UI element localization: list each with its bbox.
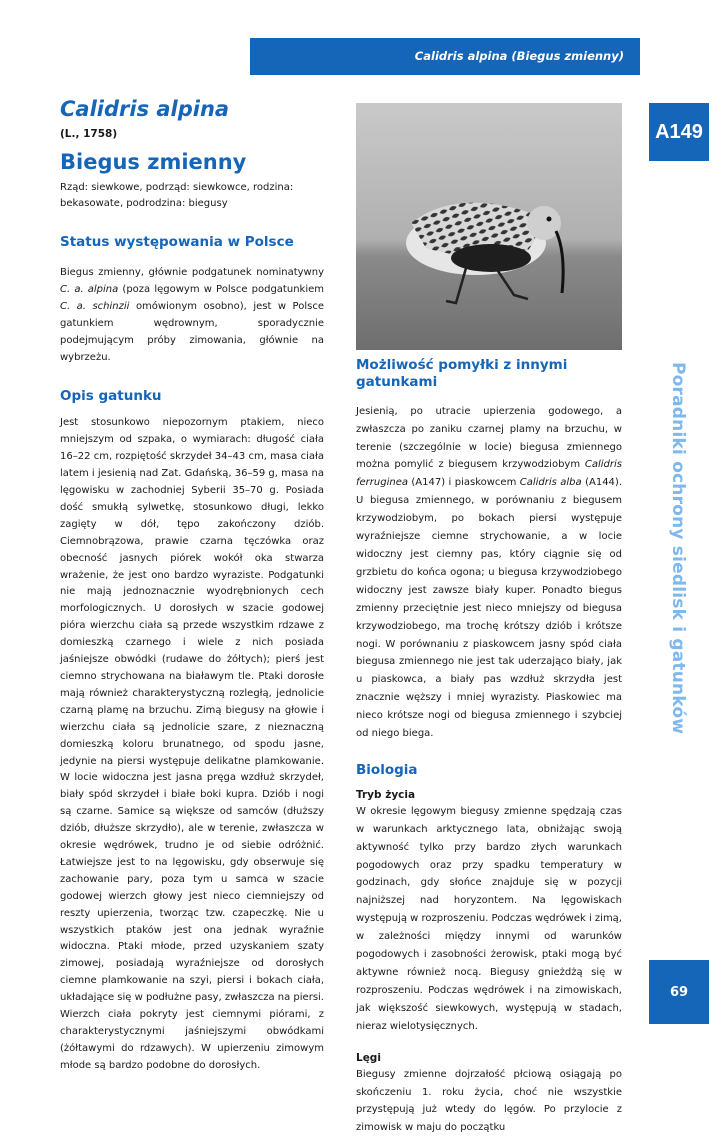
mozliwosc-text: Jesienią, po utracie upierzenia godowego, a zwłaszcza po zaniku czarnej plamy na brzuchu, w terenie (szczególnie w locie) biegusa zmiennego można pomylić z biegusem krzywodziobym Calidris ferruginea (A147) i piaskowcem Calidris alba (A144). U biegusa zmiennego, w porównaniu z biegusem krzywodziobym, po bokach piersi występuje wyraźniejsze ciemne strychowanie, a w locie widoczny jest ciemny pas, który ciągnie się od grzbietu do końca ogona; u biegusa krzywodziobego widoczny jest zawsze biały kuper. Ponadto biegus zmienny przeciętnie jest nieco mniejszy od biegusa krzywodziobego, ma trochę krótszy dziób i krótsze nogi. W porównaniu z piaskowcem jasny spód ciała biegusa zmiennego nie jest tak uderzająco biały, jak u piaskowca, a biały pas wzdłuż skrzydła jest znacznie węższy i mniej wyrazisty. Piaskowiec ma nieco krótsze nogi od biegusa zmiennego i szybciej od niego biega.: [356, 405, 622, 740]
tryb-text: W okresie lęgowym biegusy zmienne spędzają czas w warunkach arktycznego lata, obniżając swoją aktywność tylko przy bardzo złych warunkach pogodowych oraz przy spadku temperatury w godzinach, gdy słońce znajduje się w pozycji najniższej nad horyzontem. Na lęgowiskach występują w rozproszeniu. Podczas wędrówek i zimą, w zależności między innymi od warunków pogodowych i zasobności żerowisk, ptaki mogą być aktywne również nocą. Biegusy gnieżdżą się w rozproszeniu. Podczas wędrówek i na zimowiskach, jak większość siewkowych, występują w stadach, nieraz wielotysięcznych.: [356, 805, 622, 1032]
dunlin-bird-illustration: [356, 103, 622, 350]
page-number: 69: [649, 960, 709, 1024]
side-series-label: Poradniki ochrony siedlisk i gatunków: [668, 362, 688, 735]
biologia-heading: Biologia: [356, 761, 418, 778]
tryb-heading: Tryb życia: [356, 788, 416, 801]
dunlin-photo: [356, 103, 622, 350]
right-column: [356, 357, 622, 1137]
status-text: Biegus zmienny, głównie podgatunek nominatywny C. a. alpina (poza lęgowym w Polsce podgatunkiem C. a. schinzii omówionym osobno), jest w Polsce gatunkiem wędrownym, sporadycznie podejmującym próby zimowania, głównie na wybrzeżu.: [60, 267, 324, 363]
header-bar: [250, 38, 640, 75]
species-latin-name: Calidris alpina: [60, 97, 230, 121]
legi-text: Biegusy zmienne dojrzałość płciową osiągają po skończeniu 1. roku życia, choć nie wszystkie przystępują już wtedy do lęgów. Po przylocie z zimowisk w maju do początku: [356, 1068, 622, 1134]
mozliwosc-heading: Możliwość pomyłki z innymi gatunkami: [356, 357, 568, 390]
left-column: [60, 97, 324, 1075]
species-author: (L., 1758): [60, 128, 118, 141]
taxonomy: Rząd: siewkowe, podrząd: siewkowce, rodzina: bekasowate, podrodzina: biegusy: [60, 182, 294, 210]
legi-heading: Lęgi: [356, 1051, 381, 1064]
status-heading: Status występowania w Polsce: [60, 234, 294, 251]
running-header: Calidris alpina (Biegus zmienny): [414, 49, 624, 63]
species-polish-name: Biegus zmienny: [60, 150, 247, 175]
species-code-badge: A149: [649, 103, 709, 161]
opis-heading: Opis gatunku: [60, 387, 162, 404]
opis-text: Jest stosunkowo niepozornym ptakiem, nieco mniejszym od szpaka, o wymiarach: długość ciała 16–22 cm, rozpiętość skrzydeł 34–43 cm, masa ciała latem i jesienią nad Zat. Gdańską, 36–59 g, masa na lęgowisku w zachodniej Syberii 35–70 g. Posiada dość smukłą sylwetkę, stosunkowo długi, lekko zagięty w dół, tępo zakończony dziób. Ciemnobrązowa, prawie czarna tęczówka oraz obecność jasnych piórek wokół oka stwarza wrażenie, że jest ono bardzo wyraziste. Podgatunki nie mają jednoznacznie wyodrębnionych cech morfologicznych. U dorosłych w szacie godowej pióra wierzchu ciała są przede wszystkim rdzawe z domieszką czarnego i wiele z nich posiada jaśniejsze obwódki (rudawe do żółtych); pierś jest ciemno strychowana na białawym tle. Ptaki dorosłe mają również charakterystyczną rozległą, jednolicie czarną plamę na brzuchu. Zimą biegusy na głowie i wierzchu ciała są jednolicie szare, z nieznaczną domieszką koloru brunatnego, od spodu jasne, jedynie na piersi występuje delikatne plamkowanie. W locie widoczna jest jasna pręga wzdłuż skrzydeł, biały spód skrzydeł i białe boki kupra. Dziób i nogi są czarne. Samice są większe od samców (dłuższy dziób, dłuższe skrzydło), ale w terenie, zwłaszcza w okresie wędrówek, trudno je od siebie odróżnić. Łatwiejsze jest to na lęgowisku, gdy obserwuje się zachowanie pary, poza tym u samca w szacie godowej wierzch głowy jest nieco ciemniejszy od reszty upierzenia, tworząc tzw. czapeczkę. Nie u wszystkich ptaków jest ona jednak wyraźnie widoczna. Ptaki młode, przed uzyskaniem szaty zimowej, posiadają wyraźniejsze od dorosłych ciemne plamkowanie na szyi, piersi i bokach ciała, układające się w podłużne pasy, zwłaszcza na piersi. Wierzch ciała pokryty jest ciemnymi piórami, z charakterystycznymi jaśniejszymi obwódkami (żółtawymi do rdzawych). W upierzeniu zimowym młode są bardzo podobne do dorosłych.: [60, 417, 324, 1071]
